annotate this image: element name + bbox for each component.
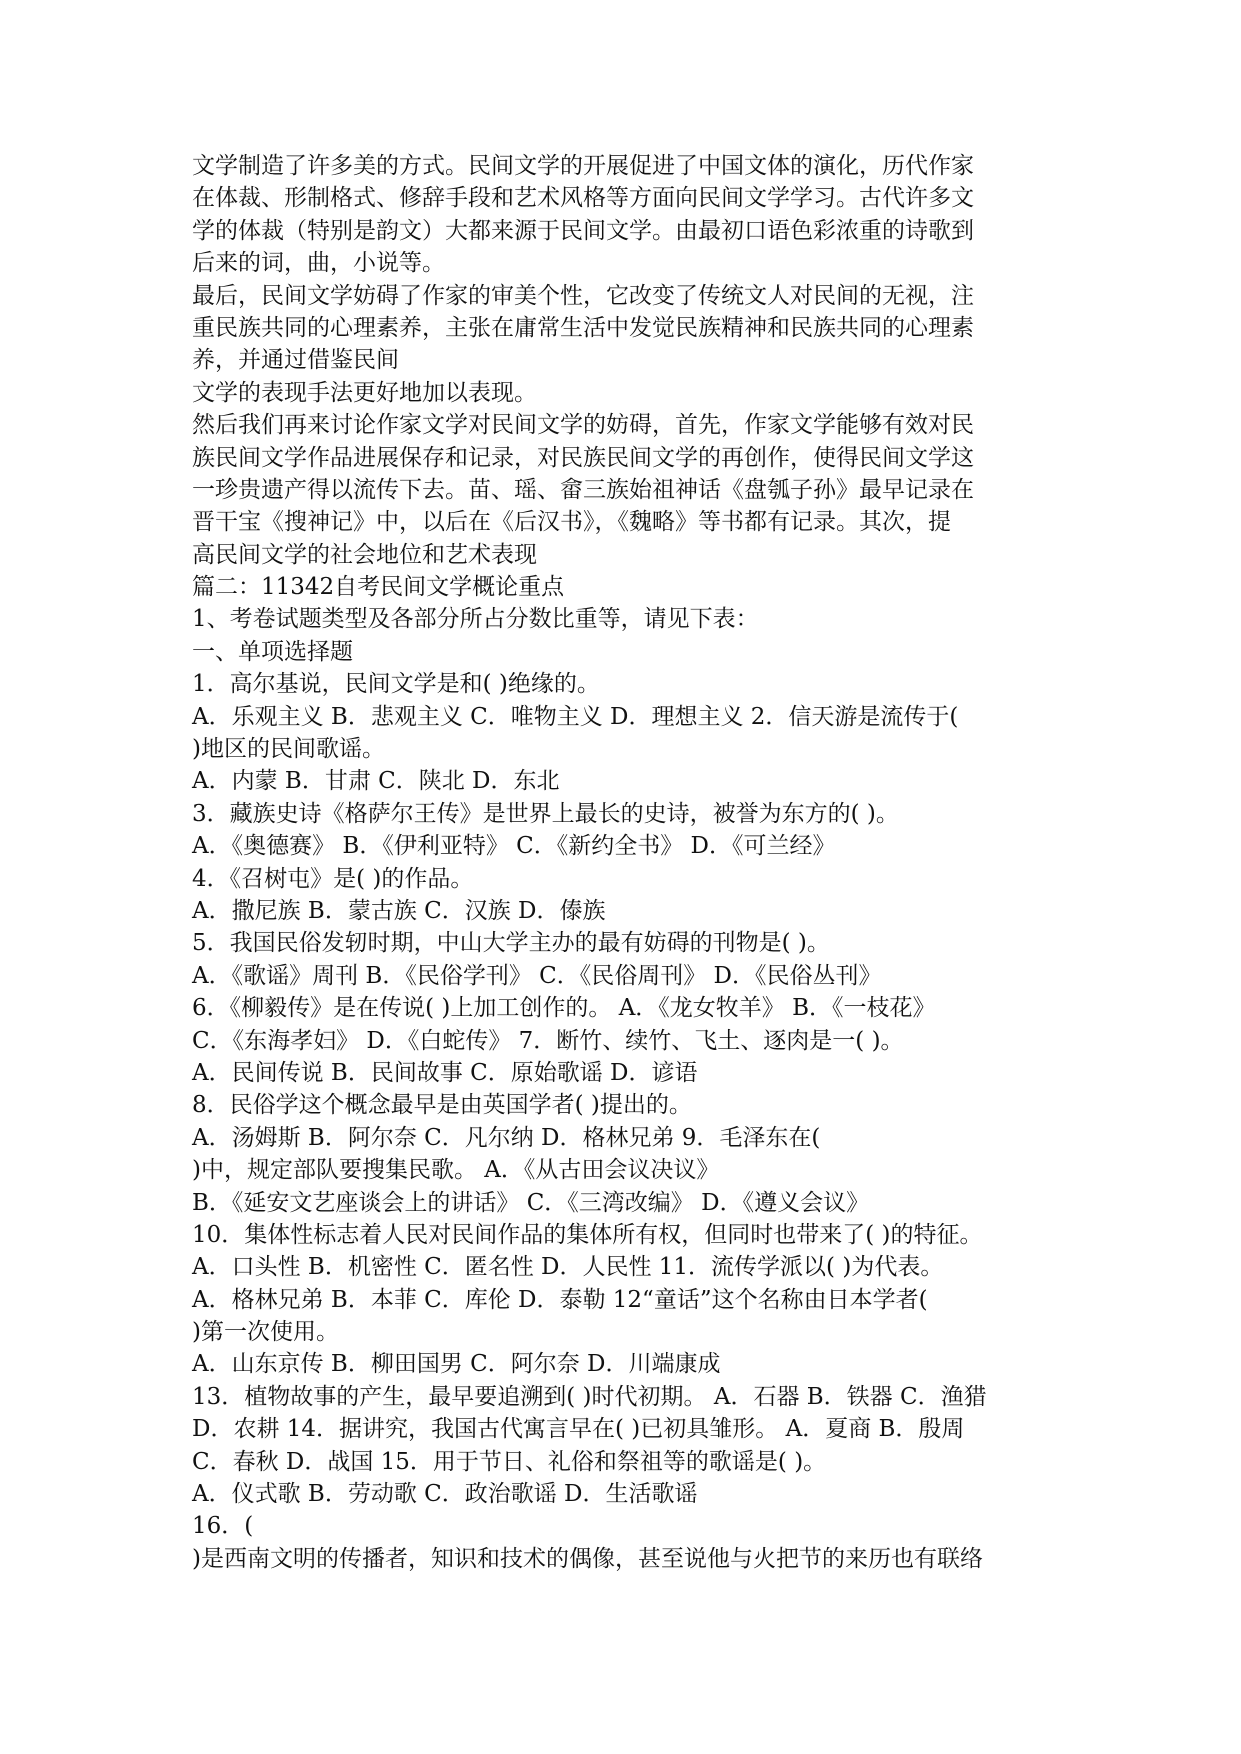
question-line: 13．植物故事的产生，最早要追溯到( )时代初期。 A．石器 B．铁器 C．渔猎 [192, 1383, 987, 1410]
question-line: 3．藏族史诗《格萨尔王传》是世界上最长的史诗，被誉为东方的( )。 [192, 800, 899, 827]
question-line: C．春秋 D．战国 15．用于节日、礼俗和祭祖等的歌谣是( )。 [192, 1448, 827, 1475]
section-heading: 篇二：11342自考民间文学概论重点 [192, 574, 565, 601]
question-line: A．口头性 B．机密性 C．匿名性 D．人民性 11．流传学派以( )为代表。 [192, 1254, 944, 1281]
question-line: D．农耕 14．据讲究，我国古代寓言早在( )已初具雏形。 A．夏商 B．殷周 [192, 1416, 965, 1443]
question-line: A．山东京传 B．柳田国男 C．阿尔奈 D．川端康成 [192, 1351, 721, 1378]
question-line: )中，规定部队要搜集民歌。 A．《从古田会议决议》 [192, 1157, 720, 1184]
text-line: 学的体裁（特别是韵文）大都来源于民间文学。由最初口语色彩浓重的诗歌到 [192, 217, 974, 244]
text-line: 在体裁、形制格式、修辞手段和艺术风格等方面向民间文学学习。古代许多文 [192, 185, 974, 212]
question-line: 16．( [192, 1513, 254, 1540]
text-line: 族民间文学作品进展保存和记录，对民族民间文学的再创作，使得民间文学这 [192, 444, 974, 471]
question-line: A．仪式歌 B．劳动歌 C．政治歌谣 D．生活歌谣 [192, 1481, 698, 1508]
text-line: 最后，民间文学妨碍了作家的审美个性，它改变了传统文人对民间的无视，注 [192, 282, 974, 309]
question-line: )第一次使用。 [192, 1319, 339, 1346]
question-line: A．格林兄弟 B．本菲 C．库伦 D．泰勒 12“童话”这个名称由日本学者( [192, 1286, 928, 1313]
text-line: 然后我们再来讨论作家文学对民间文学的妨碍，首先，作家文学能够有效对民 [192, 412, 974, 439]
text-line: 晋干宝《搜神记》中，以后在《后汉书》，《魏略》等书都有记录。其次，提 [192, 509, 951, 536]
question-line: )是西南文明的传播者，知识和技术的偶像，甚至说他与火把节的来历也有联络 [192, 1545, 983, 1572]
text-line: 重民族共同的心理素养，主张在庸常生活中发觉民族精神和民族共同的心理素 [192, 314, 974, 341]
question-line: A．内蒙 B．甘肃 C．陕北 D．东北 [192, 768, 560, 795]
question-line: B．《延安文艺座谈会上的讲话》 C．《三湾改编》 D．《遵义会议》 [192, 1189, 870, 1216]
text-line: 高民间文学的社会地位和艺术表现 [192, 541, 537, 568]
question-line: 1．高尔基说，民间文学是和( )绝缘的。 [192, 671, 600, 698]
document-body [192, 150, 1072, 1575]
question-line: 5．我国民俗发轫时期，中山大学主办的最有妨碍的刊物是( )。 [192, 930, 830, 957]
question-line: A．乐观主义 B．悲观主义 C．唯物主义 D．理想主义 2．信天游是流传于( [192, 703, 959, 730]
question-line: A．撒尼族 B．蒙古族 C．汉族 D．傣族 [192, 897, 606, 924]
question-line: A．民间传说 B．民间故事 C．原始歌谣 D．谚语 [192, 1059, 698, 1086]
text-line: 后来的词，曲，小说等。 [192, 250, 445, 277]
question-line: 4．《召树屯》是( )的作品。 [192, 865, 474, 892]
text-line: 一珍贵遗产得以流传下去。苗、瑶、畲三族始祖神话《盘瓠子孙》最早记录在 [192, 476, 974, 503]
question-line: 10．集体性标志着人民对民间作品的集体所有权，但同时也带来了( )的特征。 [192, 1221, 983, 1248]
question-line: 6．《柳毅传》是在传说( )上加工创作的。 A．《龙女牧羊》 B．《一枝花》 [192, 995, 936, 1022]
question-line: A．汤姆斯 B．阿尔奈 C．凡尔纳 D．格林兄弟 9．毛泽东在( [192, 1124, 821, 1151]
question-line: C．《东海孝妇》 D．《白蛇传》 7．断竹、续竹、飞土、逐肉是一( )。 [192, 1027, 904, 1054]
text-line: 文学制造了许多美的方式。民间文学的开展促进了中国文体的演化，历代作家 [192, 153, 974, 179]
text-line: 养，并通过借鉴民间 [192, 347, 399, 374]
question-line: 8．民俗学这个概念最早是由英国学者( )提出的。 [192, 1092, 692, 1119]
subsection-heading: 一、单项选择题 [192, 638, 353, 665]
question-line: A．《奥德赛》 B．《伊利亚特》 C．《新约全书》 D．《可兰经》 [192, 833, 836, 860]
question-line: )地区的民间歌谣。 [192, 736, 385, 763]
text-line: 文学的表现手法更好地加以表现。 [192, 379, 537, 406]
text-line: 1、考卷试题类型及各部分所占分数比重等，请见下表： [192, 606, 759, 633]
question-line: A．《歌谣》周刊 B．《民俗学刊》 C．《民俗周刊》 D．《民俗丛刊》 [192, 962, 882, 989]
